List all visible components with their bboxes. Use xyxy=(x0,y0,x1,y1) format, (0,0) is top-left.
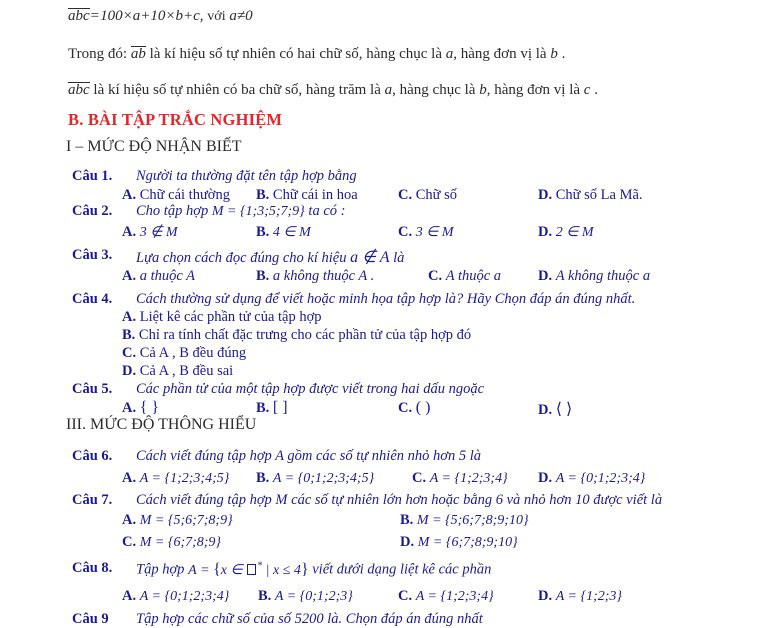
question-3-option-d[interactable] xyxy=(538,268,650,285)
question-2-number: Câu 2. xyxy=(72,203,113,219)
option-label: A. xyxy=(122,512,137,528)
question-5-option-c[interactable] xyxy=(398,399,430,417)
option-label: C. xyxy=(122,345,137,361)
option-value: 3 ∉ M xyxy=(139,225,178,240)
question-8-option-d[interactable] xyxy=(538,588,622,605)
option-value: 2 ∈ M xyxy=(555,225,594,240)
option-value: A = {0;1;2;3;4} xyxy=(139,589,230,604)
question-3-option-c[interactable] xyxy=(428,268,501,285)
question-1-number: Câu 1. xyxy=(72,168,113,184)
question-4-number: Câu 4. xyxy=(72,291,113,307)
option-value: A = {1;2;3;4} xyxy=(429,471,508,486)
option-value: Chỉ ra tính chất đặc trưng cho các phần tử của tập hợp đó xyxy=(138,327,472,343)
question-5-option-d[interactable] xyxy=(538,399,572,419)
question-8-text-post: viết dưới dạng liệt kê các phần xyxy=(312,561,492,578)
heading-part-b: B. BÀI TẬP TRẮC NGHIỆM xyxy=(68,110,283,129)
option-label: D. xyxy=(538,470,553,486)
question-4-option-c[interactable] xyxy=(122,345,246,362)
question-8-set-builder: A = {x ∈ * | x ≤ 4} xyxy=(188,560,309,578)
option-label: B. xyxy=(256,268,270,284)
option-label: A. xyxy=(122,224,137,240)
option-label: B. xyxy=(256,400,270,416)
question-9-number: Câu 9 xyxy=(72,611,109,627)
option-label: B. xyxy=(400,512,414,528)
option-value: A không thuộc a xyxy=(555,268,651,284)
option-label: A. xyxy=(122,400,137,416)
option-label: A. xyxy=(122,309,137,325)
question-2-option-a[interactable] xyxy=(122,224,178,241)
question-3-text-post: là xyxy=(393,250,405,266)
line2-period: . xyxy=(561,46,566,62)
option-value: Chữ cái in hoa xyxy=(272,187,358,203)
formula-expression: 100×a+10×b+c, xyxy=(100,8,204,24)
question-6-number: Câu 6. xyxy=(72,448,113,464)
question-6-option-a[interactable] xyxy=(122,470,229,487)
question-6-option-c[interactable] xyxy=(412,470,508,487)
option-value: A = {1;2;3} xyxy=(555,589,623,604)
heading-level-3: III. MỨC ĐỘ THÔNG HIỂU xyxy=(66,416,257,433)
option-value: M = {5;6;7;8;9} xyxy=(139,513,233,528)
overline-ab: ab xyxy=(130,46,146,62)
question-7-option-d[interactable] xyxy=(400,534,518,551)
option-value: 3 ∈ M xyxy=(415,225,454,240)
option-label: C. xyxy=(412,470,427,486)
option-label: A. xyxy=(122,268,137,284)
question-8-option-a[interactable] xyxy=(122,588,229,605)
question-2-text-pre: Cho tập hợp xyxy=(136,203,209,219)
option-label: D. xyxy=(122,363,137,379)
line3-middle-1: , hàng chục là xyxy=(392,82,476,98)
option-label: C. xyxy=(398,588,413,604)
question-3-text xyxy=(136,247,404,267)
question-7-text: Cách viết đúng tập hợp M các số tự nhiên lớn hơn hoặc bằng 6 và nhỏ hơn 10 được viết là xyxy=(136,492,663,508)
question-6-option-d[interactable] xyxy=(538,470,645,487)
line3-period: . xyxy=(594,82,598,98)
formula-equals: = xyxy=(90,8,100,24)
option-label: B. xyxy=(258,588,272,604)
option-label: D. xyxy=(400,534,415,550)
question-3-option-b[interactable] xyxy=(256,268,374,285)
question-1-option-a[interactable] xyxy=(122,187,230,204)
line3-middle-2: , hàng đơn vị là xyxy=(486,82,581,98)
question-5-text: Các phần tử của một tập hợp được viết trong hai dấu ngoặc xyxy=(136,381,485,397)
option-value: Liệt kê các phần tử của tập hợp xyxy=(139,309,322,325)
option-value: { } xyxy=(139,399,160,416)
option-label: D. xyxy=(538,402,553,418)
option-value: A = {0;1;2;3;4;5} xyxy=(272,471,375,486)
heading-level-1: I – MỨC ĐỘ NHẬN BIẾT xyxy=(66,138,242,155)
option-label: B. xyxy=(256,187,270,203)
option-label: D. xyxy=(538,268,553,284)
question-6-text: Cách viết đúng tập hợp A gồm các số tự nhiên nhỏ hơn 5 là xyxy=(136,448,482,464)
formula-condition: a≠0 xyxy=(229,8,253,24)
question-7-option-b[interactable] xyxy=(400,512,529,529)
option-value: Chữ số xyxy=(415,187,458,203)
natural-numbers-tofu-icon xyxy=(247,564,256,575)
option-value: A = {0;1;2;3;4} xyxy=(555,471,646,486)
line2-middle: , hàng đơn vị là xyxy=(453,46,547,62)
question-8-option-b[interactable] xyxy=(258,588,353,605)
question-2-option-c[interactable] xyxy=(398,224,454,241)
overline-abc-2: abc xyxy=(68,82,90,98)
question-5-option-a[interactable] xyxy=(122,399,159,417)
option-label: C. xyxy=(398,224,413,240)
option-value: a thuộc A xyxy=(139,268,196,284)
option-value: Chữ số La Mã. xyxy=(555,187,643,203)
question-8-number: Câu 8. xyxy=(72,560,113,576)
trong-do-label: Trong đó: xyxy=(68,46,128,62)
option-label: D. xyxy=(538,588,553,604)
question-7-option-c[interactable] xyxy=(122,534,221,551)
question-7-option-a[interactable] xyxy=(122,512,233,529)
question-1-option-d[interactable] xyxy=(538,187,643,204)
question-5-option-b[interactable] xyxy=(256,399,288,417)
question-2-option-b[interactable] xyxy=(256,224,311,241)
question-6-option-b[interactable] xyxy=(256,470,374,487)
option-value: M = {6;7;8;9;10} xyxy=(417,535,518,550)
abc-description-line xyxy=(68,82,598,99)
question-2-option-d[interactable] xyxy=(538,224,594,241)
option-label: C. xyxy=(122,534,137,550)
question-4-option-a[interactable] xyxy=(122,309,322,326)
option-value: ⟨ ⟩ xyxy=(555,401,573,418)
question-2-set-notation: M = {1;3;5;7;9} xyxy=(211,204,305,219)
option-label: B. xyxy=(256,470,270,486)
option-value: A thuộc a xyxy=(445,268,502,284)
line3-var-c: c xyxy=(583,82,591,98)
question-1-option-b[interactable] xyxy=(256,187,358,204)
line3-var-a: a xyxy=(384,82,393,98)
question-7-number: Câu 7. xyxy=(72,492,113,508)
question-3-notation: a ∉ A xyxy=(350,249,390,266)
line3-description: là kí hiệu số tự nhiên có ba chữ số, hàng trăm là xyxy=(93,82,381,98)
line2-description: là kí hiệu số tự nhiên có hai chữ số, hàng chục là xyxy=(149,46,442,62)
trong-do-line xyxy=(68,46,565,63)
option-value: Chữ cái thường xyxy=(139,187,230,203)
option-label: A. xyxy=(122,470,137,486)
option-value: [ ] xyxy=(272,399,288,416)
overline-abc: abc xyxy=(68,8,90,24)
line3-var-b: b xyxy=(479,82,487,98)
question-8-option-c[interactable] xyxy=(398,588,494,605)
question-1-text: Người ta thường đặt tên tập hợp bằng xyxy=(136,168,357,184)
option-value: A = {0;1;2;3} xyxy=(274,589,353,604)
question-2-text-post: ta có : xyxy=(308,203,346,219)
option-value: A = {1;2;3;4;5} xyxy=(139,471,230,486)
question-5-number: Câu 5. xyxy=(72,381,113,397)
formula-abc-line xyxy=(68,8,253,25)
question-4-option-d[interactable] xyxy=(122,363,233,380)
option-label: C. xyxy=(398,400,413,416)
formula-voi: với xyxy=(207,9,226,24)
option-value: M = {6;7;8;9} xyxy=(139,535,222,550)
option-label: A. xyxy=(122,588,137,604)
option-value: M = {5;6;7;8;9;10} xyxy=(416,513,529,528)
question-9-text: Tập hợp các chữ số của số 5200 là. Chọn đáp án đúng nhất xyxy=(136,611,483,627)
option-value: a không thuộc A . xyxy=(272,268,375,284)
line2-var-a: a xyxy=(445,46,454,62)
option-label: D. xyxy=(538,187,553,203)
option-value: 4 ∈ M xyxy=(272,225,311,240)
line2-var-b: b xyxy=(550,46,558,62)
question-3-number: Câu 3. xyxy=(72,247,113,263)
question-8-text-pre: Tập hợp xyxy=(136,561,185,578)
question-3-option-a[interactable] xyxy=(122,268,195,285)
option-label: B. xyxy=(256,224,270,240)
question-4-text: Cách thường sử dụng để viết hoặc minh họa tập hợp là? Hãy Chọn đáp án đúng nhất. xyxy=(136,291,636,307)
question-4-option-b[interactable] xyxy=(122,327,471,344)
option-label: A. xyxy=(122,187,137,203)
question-8-text xyxy=(136,560,491,579)
option-value: Cả A , B đều đúng xyxy=(139,345,247,361)
option-label: C. xyxy=(428,268,443,284)
option-label: B. xyxy=(122,327,136,343)
option-label: D. xyxy=(538,224,553,240)
option-label: C. xyxy=(398,187,413,203)
option-value: ( ) xyxy=(415,399,431,416)
question-2-text xyxy=(136,203,345,220)
option-value: A = {1;2;3;4} xyxy=(415,589,494,604)
option-value: Cả A , B đều sai xyxy=(139,363,234,379)
question-3-text-pre: Lựa chọn cách đọc đúng cho kí hiệu xyxy=(136,250,347,266)
question-1-option-c[interactable] xyxy=(398,187,457,204)
